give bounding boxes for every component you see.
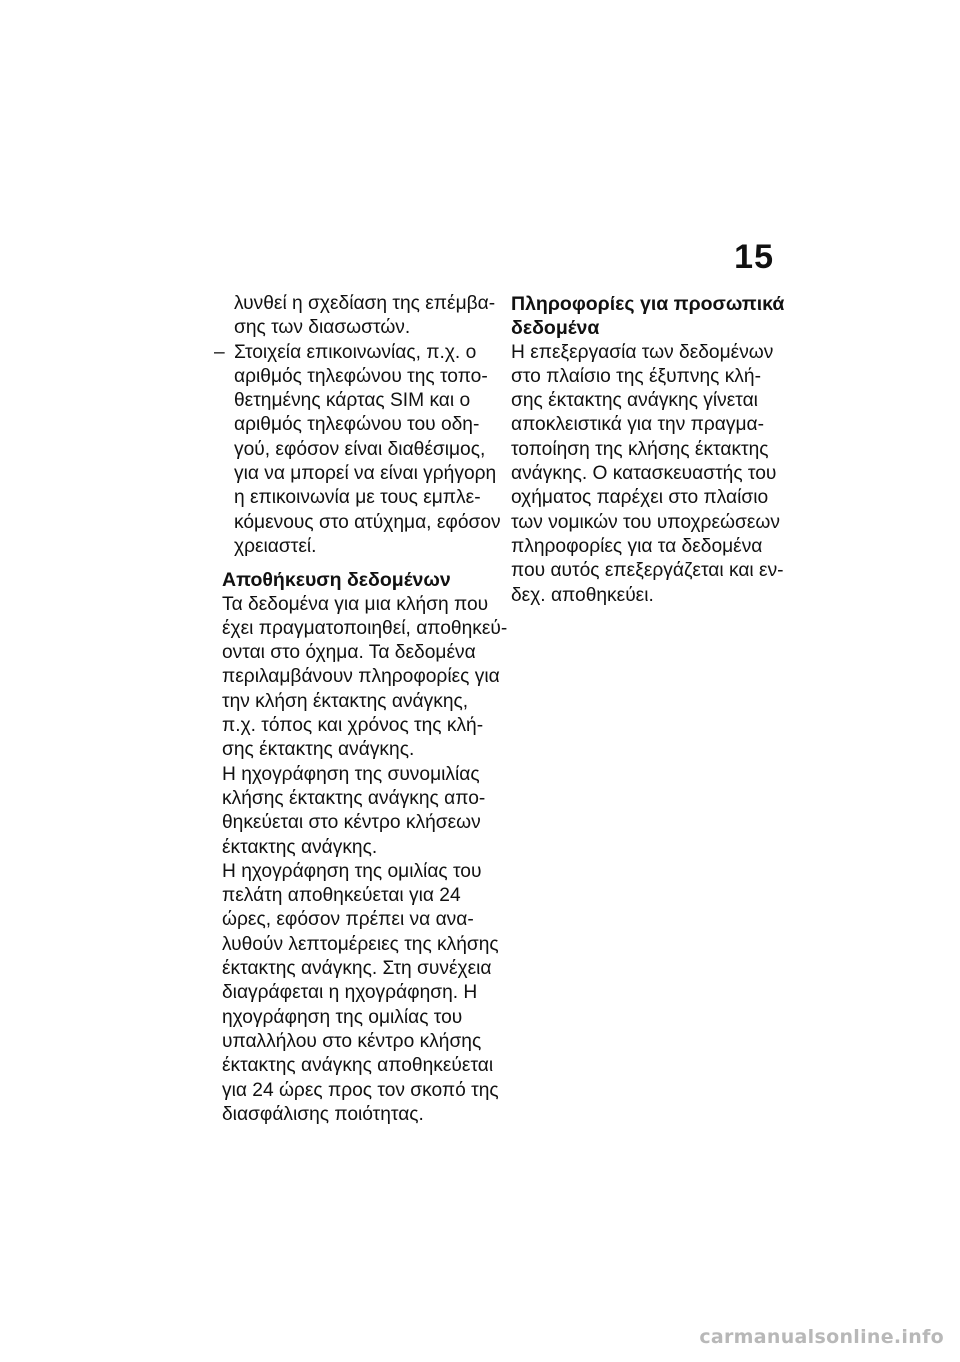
text-line: λυθούν λεπτομέρειες της κλήσης bbox=[222, 933, 499, 955]
storage-paragraph-1 bbox=[222, 593, 514, 763]
text-line: κλήσης έκτακτης ανάγκης απο- bbox=[222, 787, 486, 809]
text-line: πληροφορίες για τα δεδομένα bbox=[511, 535, 763, 557]
text-line: ώρες, εφόσον πρέπει να ανα- bbox=[222, 909, 474, 931]
text-line: σης έκτακτης ανάγκης. bbox=[222, 739, 415, 761]
text-line: ηχογράφηση της ομιλίας του bbox=[222, 1006, 463, 1028]
text-line: θετημένης κάρτας SIM και ο bbox=[234, 390, 471, 412]
text-line: στο πλαίσιο της έξυπνης κλή- bbox=[511, 365, 761, 387]
text-line: διαγράφεται η ηχογράφηση. Η bbox=[222, 982, 478, 1004]
text-line: κόμενους στο ατύχημα, εφόσον bbox=[234, 511, 501, 533]
personal-data-paragraph bbox=[511, 341, 789, 608]
storage-paragraph-2 bbox=[222, 763, 514, 860]
text-line: Η ηχογράφηση της συνομιλίας bbox=[222, 763, 480, 785]
text-line: υπαλλήλου στο κέντρο κλήσης bbox=[222, 1030, 482, 1052]
text-line: χρειαστεί. bbox=[234, 535, 317, 557]
text-line: θηκεύεται στο κέντρο κλήσεων bbox=[222, 812, 481, 834]
text-line: ανάγκης. Ο κατασκευαστής του bbox=[511, 463, 777, 485]
text-line: αποκλειστικά για την πραγμα- bbox=[511, 414, 765, 436]
text-line: για 24 ώρες προς τον σκοπό της bbox=[222, 1079, 499, 1101]
watermark: carmanualsonline.info bbox=[699, 1326, 944, 1348]
text-line: έχει πραγματοποιηθεί, αποθηκεύ- bbox=[222, 617, 508, 639]
right-column bbox=[511, 292, 789, 608]
text-line: σης των διασωστών. bbox=[234, 317, 411, 339]
bullet-first-line: Στοιχεία επικοινωνίας, π.χ. ο bbox=[234, 341, 477, 363]
heading-line: δεδομένα bbox=[511, 317, 600, 340]
text-line: για να μπορεί να είναι γρήγορη bbox=[234, 463, 497, 485]
left-column bbox=[214, 292, 514, 1127]
text-line: Η ηχογράφηση της ομιλίας του bbox=[222, 860, 482, 882]
text-line: αριθμός τηλεφώνου του οδη- bbox=[234, 414, 480, 436]
continuation-text bbox=[222, 292, 514, 341]
text-line: των νομικών του υποχρεώσεων bbox=[511, 511, 780, 533]
text-line: λυνθεί η σχεδίαση της επέμβα- bbox=[234, 293, 496, 314]
text-line: πελάτη αποθηκεύεται για 24 bbox=[222, 885, 461, 907]
storage-paragraph-3 bbox=[222, 860, 514, 1127]
text-line: Η επεξεργασία των δεδομένων bbox=[511, 341, 774, 363]
text-line: ονται στο όχημα. Τα δεδομένα bbox=[222, 642, 476, 664]
page-number: 15 bbox=[734, 238, 774, 276]
contact-bullet bbox=[214, 341, 514, 560]
text-line: περιλαμβάνουν πληροφορίες για bbox=[222, 666, 500, 688]
text-line: αριθμός τηλεφώνου της τοπο- bbox=[234, 365, 488, 387]
text-line bbox=[214, 341, 514, 365]
text-line: δεχ. αποθηκεύει. bbox=[511, 584, 654, 606]
text-line: γού, εφόσον είναι διαθέσιμος, bbox=[234, 438, 486, 460]
text-line: π.χ. τόπος και χρόνος της κλή- bbox=[222, 715, 484, 737]
text-line: έκτακτης ανάγκης. bbox=[222, 836, 378, 858]
dash-bullet-icon: – bbox=[214, 341, 225, 363]
text-line: Τα δεδομένα για μια κλήση που bbox=[222, 593, 489, 615]
text-line: που αυτός επεξεργάζεται και εν- bbox=[511, 560, 784, 582]
storage-heading: Αποθήκευση δεδομένων bbox=[222, 569, 451, 592]
text-line: οχήματος παρέχει στο πλαίσιο bbox=[511, 487, 769, 509]
heading-line: Πληροφορίες για προσωπικά bbox=[511, 293, 785, 315]
personal-data-heading bbox=[511, 292, 789, 341]
text-line: σης έκτακτης ανάγκης γίνεται bbox=[511, 390, 758, 412]
text-line: έκτακτης ανάγκης. Στη συνέχεια bbox=[222, 958, 492, 980]
text-line: διασφάλισης ποιότητας. bbox=[222, 1103, 424, 1125]
text-line: την κλήση έκτακτης ανάγκης, bbox=[222, 690, 469, 712]
text-line: τοποίηση της κλήσης έκτακτης bbox=[511, 438, 769, 460]
text-line: η επικοινωνία με τους εμπλε- bbox=[234, 487, 481, 509]
text-line: έκτακτης ανάγκης αποθηκεύεται bbox=[222, 1055, 494, 1077]
